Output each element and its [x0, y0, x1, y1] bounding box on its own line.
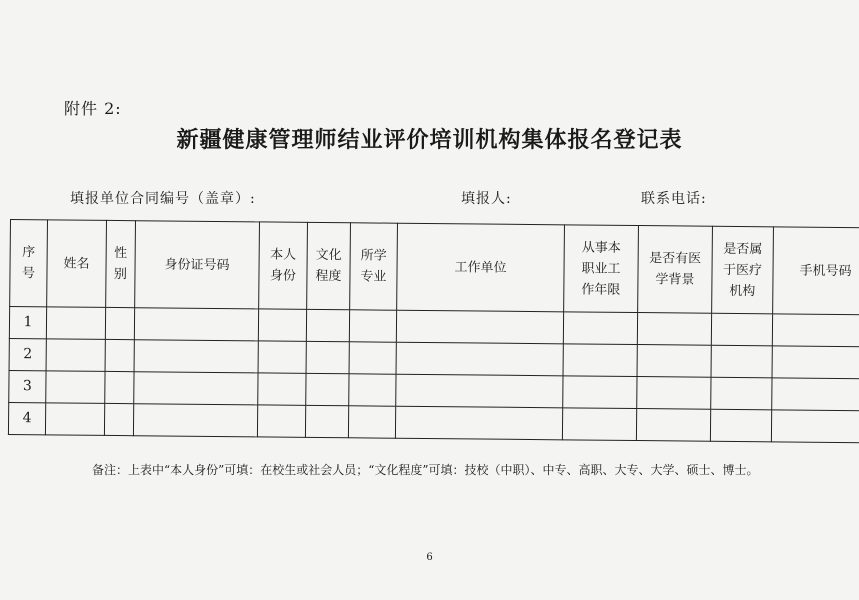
column-header: 姓名: [47, 220, 107, 308]
table-cell: [306, 373, 349, 405]
table-cell: [258, 373, 306, 405]
table-cell: [348, 406, 395, 438]
table-cell: [637, 345, 711, 378]
table-cell: [637, 313, 711, 346]
column-header: 从事本 职业工 作年限: [564, 225, 639, 313]
column-header: 所学 专业: [350, 223, 398, 310]
table-cell: [396, 342, 563, 376]
table-cell: [305, 405, 348, 437]
table-cell: [105, 339, 134, 371]
table-cell: [258, 309, 306, 341]
table-cell: [104, 403, 133, 435]
table-cell: [306, 309, 349, 341]
table-cell: [257, 405, 305, 437]
table-cell: [134, 372, 258, 405]
table-cell: [46, 307, 105, 340]
table-header-row: [10, 220, 859, 315]
table-cell: [637, 377, 711, 410]
filler-label: 填报人:: [461, 191, 512, 207]
table-cell: [349, 310, 396, 342]
attachment-label: 附件 2:: [64, 99, 122, 118]
table-cell: [562, 408, 636, 441]
form-title: 新疆健康管理师结业评价培训机构集体报名登记表: [176, 127, 683, 153]
table-cell: [563, 344, 637, 377]
table-cell: [563, 376, 637, 409]
column-header: 本人 身份: [259, 222, 308, 309]
table-row: [8, 402, 859, 442]
table-cell: [134, 308, 258, 341]
column-header: 工作单位: [397, 223, 565, 312]
page-number: 6: [426, 552, 433, 563]
table-cell: [711, 345, 772, 378]
table-cell: [396, 374, 563, 408]
row-number: 1: [9, 307, 46, 339]
table-cell: [258, 341, 306, 373]
table-cell: [134, 340, 258, 373]
table-cell: [772, 314, 859, 347]
row-number: 3: [9, 370, 46, 402]
column-header: 性 别: [106, 220, 136, 307]
table-cell: [396, 310, 563, 344]
registration-table: [8, 219, 859, 443]
column-header: 文化 程度: [307, 222, 351, 309]
row-number: 2: [9, 338, 46, 370]
column-header: 身份证号码: [135, 221, 260, 309]
table-cell: [349, 342, 396, 374]
table-cell: [46, 339, 105, 372]
table-cell: [46, 371, 105, 404]
table-cell: [771, 410, 859, 443]
table-cell: [711, 377, 772, 410]
phone-label: 联系电话:: [641, 191, 707, 207]
table-cell: [395, 406, 562, 440]
table-cell: [636, 409, 710, 442]
unit-contract-label: 填报单位合同编号（盖章）:: [70, 191, 256, 207]
column-header: 序 号: [10, 220, 48, 307]
row-number: 4: [8, 402, 45, 434]
table-cell: [105, 307, 134, 339]
table-cell: [349, 374, 396, 406]
table-cell: [45, 403, 104, 436]
column-header: 是否属 于医疗 机构: [712, 226, 774, 314]
table-cell: [710, 409, 771, 442]
table-cell: [711, 313, 772, 346]
table-cell: [563, 312, 637, 345]
column-header: 手机号码: [773, 227, 859, 315]
table-cell: [772, 346, 859, 379]
table-cell: [133, 404, 257, 437]
remarks-note: 备注：上表中“本人身份”可填：在校生或社会人员；“文化程度”可填：技校（中职）、中专、高职、大专、大学、硕士、博士。: [92, 463, 759, 477]
table-cell: [772, 378, 859, 411]
column-header: 是否有医 学背景: [638, 226, 713, 314]
table-cell: [105, 371, 134, 403]
table-cell: [306, 341, 349, 373]
